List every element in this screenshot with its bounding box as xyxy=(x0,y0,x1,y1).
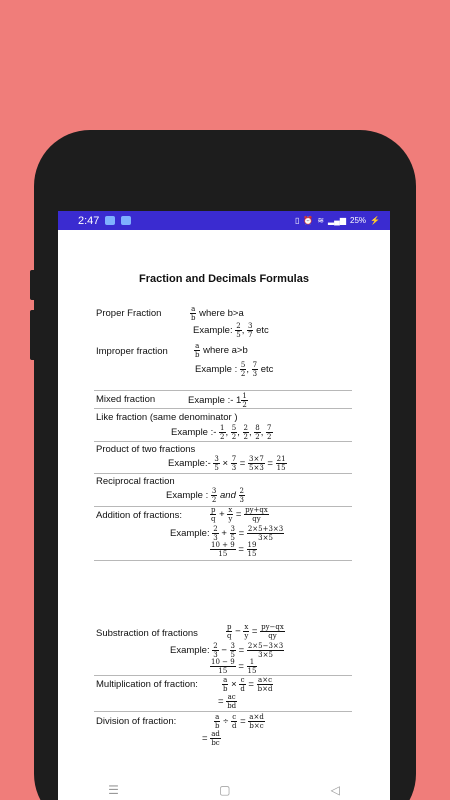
addition-formula: $\frac{p}{q}$ + $\frac{x}{y}$ = $\frac{py+qx}{qy}$ xyxy=(211,506,268,523)
proper-label: Proper Fraction xyxy=(96,308,162,319)
wifi-icon: ≋ xyxy=(317,216,325,225)
multiplication-formula: $\frac{a}{b}$ × $\frac{c}{d}$ = $\frac{a\times c}{b\times d}$ xyxy=(223,676,273,693)
navigation-bar xyxy=(58,780,390,800)
status-bar xyxy=(58,211,390,230)
reciprocal-label: Reciprocal fraction xyxy=(96,476,175,487)
divider xyxy=(94,473,352,474)
multiplication-result: = $\frac{ac}{bd}$ xyxy=(218,693,237,710)
improper-label: Improper fraction xyxy=(96,346,168,357)
addition-label: Addition of fractions: xyxy=(96,510,183,521)
alarm-icon: ⏰ xyxy=(303,216,314,225)
proper-example: Example: $\frac{2}{5}$ , $\frac{3}{7}$ etc xyxy=(193,322,269,339)
settings-icon xyxy=(121,216,131,225)
addition-example: Example: $\frac{2}{3}$ + $\frac{3}{5}$ = $\frac{2\times 5+3\times 3}{3\times 5}$ xyxy=(170,525,284,542)
subtraction-example: Example: $\frac{2}{3}$ − $\frac{3}{5}$ = $\frac{2\times 5-3\times 3}{3\times 5}$ xyxy=(170,642,284,659)
volume-button-2 xyxy=(30,310,36,360)
divider xyxy=(94,711,352,712)
page-title: Fraction and Decimals Formulas xyxy=(139,273,309,285)
subtraction-label: Substraction of fractions xyxy=(96,628,198,639)
division-formula: $\frac{a}{b}$ ÷ $\frac{c}{d}$ = $\frac{a\times d}{b\times c}$ xyxy=(215,713,264,730)
phone-screen xyxy=(58,211,390,800)
like-label: Like fraction (same denominator ) xyxy=(96,412,238,423)
volume-button xyxy=(30,270,36,300)
vibrate-icon: ▯ xyxy=(294,216,300,225)
divider xyxy=(94,408,352,409)
divider xyxy=(94,560,352,561)
product-example: Example:- $\frac{3}{5}$ × $\frac{7}{3}$ = $\frac{3\times 7}{5\times 3}$ = $\frac{21}{15}$ xyxy=(168,455,286,472)
home-icon[interactable]: ▢ xyxy=(219,783,231,797)
back-icon[interactable]: ◁ xyxy=(330,783,340,797)
division-label: Division of fraction: xyxy=(96,716,177,727)
signal-icon: ▂▄▆ xyxy=(328,216,347,225)
addition-result: $\frac{10 + 9}{15}$ = $\frac{19}{15}$ xyxy=(211,541,257,558)
subtraction-result: $\frac{10 - 9}{15}$ = $\frac{1}{15}$ xyxy=(211,658,257,675)
improper-rule: $\frac{a}{b}$ where a>b xyxy=(195,342,248,359)
mixed-label: Mixed fraction xyxy=(96,394,156,405)
menu-icon[interactable]: ☰ xyxy=(108,783,119,797)
division-result: = $\frac{ad}{bc}$ xyxy=(202,730,220,747)
battery-icon: ⚡ xyxy=(370,216,380,225)
photo-icon xyxy=(105,216,115,225)
status-time: 2:47 xyxy=(78,214,100,227)
multiplication-label: Multiplication of fraction: xyxy=(96,679,198,690)
product-label: Product of two fractions xyxy=(96,444,196,455)
battery-text: 25% xyxy=(350,216,367,225)
mixed-example: Example :- 1 $\frac{1}{2}$ xyxy=(188,392,247,409)
subtraction-formula: $\frac{p}{q}$ − $\frac{x}{y}$ = $\frac{py-qx}{qy}$ xyxy=(227,623,284,640)
formula-content xyxy=(58,230,390,780)
proper-rule: $\frac{a}{b}$ where b>a xyxy=(191,305,244,322)
like-example: Example :- $\frac{1}{2}$ , $\frac{5}{2}$ , $\frac{2}{2}$ , $\frac{8}{2}$ , $\frac{7}{2}$ xyxy=(171,424,272,441)
divider xyxy=(94,390,352,391)
reciprocal-example: Example : $\frac{3}{2}$ and $\frac{2}{3}$ xyxy=(166,487,244,504)
improper-example: Example : $\frac{5}{2}$ , $\frac{7}{3}$ etc xyxy=(195,361,274,378)
divider xyxy=(94,441,352,442)
